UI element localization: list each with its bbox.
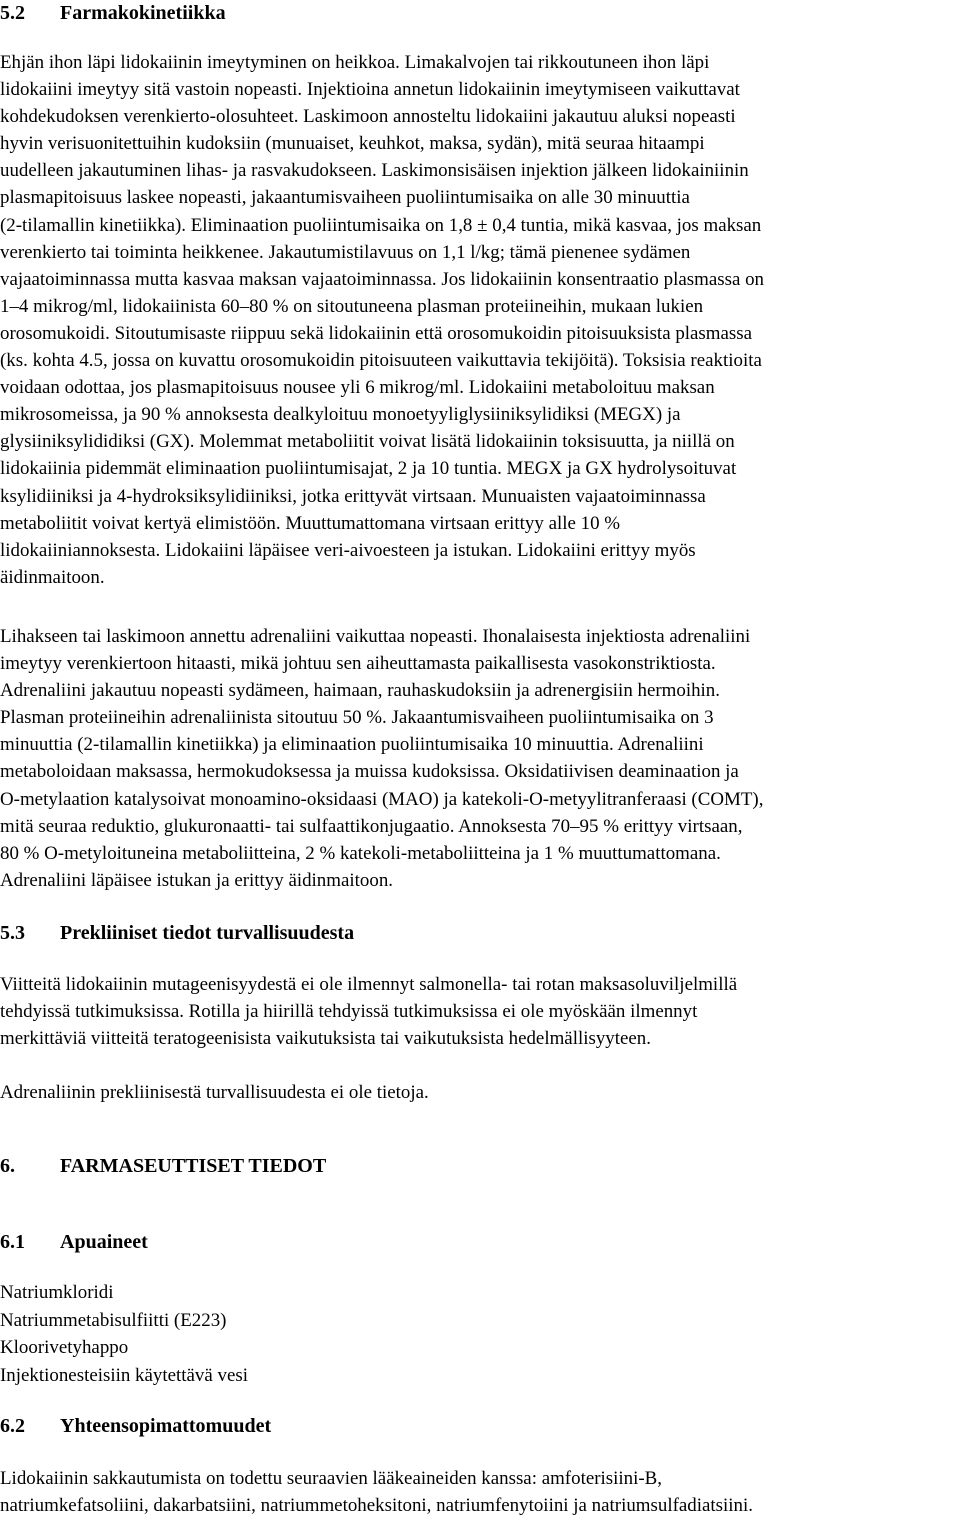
text-line: Adrenaliini läpäisee istukan ja erittyy äidinmaitoon. [0, 869, 394, 891]
text-line: O-metylaation katalysoivat monoamino-oksidaasi (MAO) ja katekoli-O-metyylitranferaasi (COMT), [0, 788, 764, 810]
text-line: glysiiniksylididiksi (GX). Molemmat metaboliitit voivat lisätä lidokaiinin toksisuutta, ja niillä on [0, 431, 735, 453]
section-number: 5.3 [0, 922, 25, 944]
paragraph-incompatibilities [0, 1465, 960, 1519]
text-line: voidaan odottaa, jos plasmapitoisuus nousee yli 6 mikrog/ml. Lidokaiini metaboloituu maksan [0, 377, 715, 399]
text-line: kohdekudoksen verenkierto-olosuhteet. Laskimoon annosteltu lidokaiini jakautuu aluksi nopeasti [0, 106, 736, 128]
paragraph-lidocaine-pharmacokinetics [0, 49, 960, 591]
paragraph-adrenaline-pharmacokinetics [0, 623, 960, 894]
excipients-list [0, 1279, 960, 1390]
text-line: lidokaiiniannoksesta. Lidokaiini läpäisee veri-aivoesteen ja istukan. Lidokaiini erittyy myös [0, 539, 696, 561]
text-line: uudelleen jakautuminen lihas- ja rasvakudokseen. Laskimonsisäisen injektion jälkeen lidokainiinin [0, 160, 749, 182]
list-item: Kloorivetyhappo [0, 1337, 129, 1359]
text-line: metaboloidaan maksassa, hermokudoksessa ja muissa kudoksissa. Oksidatiivisen deaminaation ja [0, 761, 739, 783]
text-line: Plasman proteiineihin adrenaliinista sitoutuu 50 %. Jakaantumisvaiheen puoliintumisaika on 3 [0, 707, 714, 729]
section-number: 6. [0, 1155, 15, 1177]
text-line: (2-tilamallin kinetiikka). Eliminaation puoliintumisaika on 1,8 ± 0,4 tuntia, mikä kasvaa, jos maksan [0, 214, 762, 236]
text-line: 1–4 mikrog/ml, lidokaiinista 60–80 % on sitoutuneena plasman proteiineihin, mukaan lukien [0, 295, 704, 317]
list-item: Injektionesteisiin käytettävä vesi [0, 1365, 249, 1387]
text-line: minuuttia (2-tilamallin kinetiikka) ja eliminaation puoliintumisaika 10 minuuttia. Adrenaliini [0, 734, 704, 756]
section-heading-6 [0, 1153, 326, 1180]
section-heading-6-2 [0, 1413, 271, 1440]
text-line: vajaatoiminnassa mutta kasvaa maksan vajaatoiminnassa. Jos lidokaiinin konsentraatio plasmassa on [0, 268, 764, 290]
paragraph-preclinical-lidocaine [0, 971, 960, 1052]
text-line: äidinmaitoon. [0, 566, 105, 588]
text-line: mitä seuraa reduktio, glukuronaatti- tai sulfaattikonjugaatio. Annoksesta 70–95 % erittyy virtsaan, [0, 815, 743, 837]
section-title: FARMASEUTTISET TIEDOT [60, 1155, 327, 1177]
list-item: Natriummetabisulfiitti (E223) [0, 1309, 227, 1331]
paragraph-preclinical-adrenaline [0, 1079, 960, 1106]
section-title: Farmakokinetiikka [60, 2, 226, 24]
section-heading-5-2 [0, 0, 226, 27]
text-line: Lihakseen tai laskimoon annettu adrenaliini vaikuttaa nopeasti. Ihonalaisesta injektiosta adrenaliini [0, 626, 751, 647]
text-line: Lidokaiinin sakkautumista on todettu seuraavien lääkeaineiden kanssa: amfoterisiini-B, [0, 1468, 663, 1489]
text-line: imeytyy verenkiertoon hitaasti, mikä johtuu sen aiheuttamasta paikallisesta vasokonstriktiosta. [0, 653, 716, 675]
text-line: 80 % O-metyloituneina metaboliitteina, 2 % katekoli-metaboliitteina ja 1 % muuttumattomana. [0, 842, 721, 864]
section-title: Yhteensopimattomuudet [60, 1415, 272, 1437]
text-line: lidokaiinia pidemmät eliminaation puoliintumisajat, 2 ja 10 tuntia. MEGX ja GX hydrolysoituvat [0, 458, 737, 480]
text-line: plasmapitoisuus laskee nopeasti, jakaantumisvaiheen puoliintumisaika on alle 30 minuuttia [0, 187, 690, 209]
section-number: 6.1 [0, 1231, 25, 1253]
text-line: natriumkefatsoliini, dakarbatsiini, natriummetoheksitoni, natriumfenytoiini ja natriumsulfadiatsiini. [0, 1495, 753, 1517]
text-line: Viitteitä lidokaiinin mutageenisyydestä ei ole ilmennyt salmonella- tai rotan maksasoluviljelmillä [0, 974, 738, 995]
text-line: lidokaiini imeytyy sitä vastoin nopeasti. Injektioina annetun lidokaiinin imeytymiseen vaikuttavat [0, 79, 740, 101]
text-line: Ehjän ihon läpi lidokaiinin imeytyminen on heikkoa. Limakalvojen tai rikkoutuneen ihon läpi [0, 52, 710, 73]
text-line: metaboliitit voivat kertyä elimistöön. Muuttumattomana virtsaan erittyy alle 10 % [0, 512, 621, 534]
text-line: ksylidiiniksi ja 4-hydroksiksylidiiniksi, jotka erittyvät virtsaan. Munuaisten vajaatoiminnassa [0, 485, 706, 507]
list-item: Natriumkloridi [0, 1282, 114, 1303]
section-heading-6-1 [0, 1229, 148, 1256]
text-line: mikrosomeissa, ja 90 % annoksesta dealkyloituu monoetyyliglysiiniksylidiksi (MEGX) ja [0, 404, 681, 426]
text-line: hyvin verisuonitettuihin kudoksiin (munuaiset, keuhkot, maksa, sydän), mitä seuraa hitaampi [0, 133, 705, 155]
section-number: 6.2 [0, 1415, 25, 1437]
section-title: Prekliiniset tiedot turvallisuudesta [60, 922, 355, 944]
text-line: Adrenaliini jakautuu nopeasti sydämeen, haimaan, rauhaskudoksiin ja adrenergisiin hermoihin. [0, 680, 721, 702]
text-line: orosomukoidi. Sitoutumisaste riippuu sekä lidokaiinin että orosomukoidin pitoisuuksista plasmassa [0, 322, 753, 344]
section-heading-5-3 [0, 920, 354, 947]
section-title: Apuaineet [60, 1231, 148, 1253]
section-number: 5.2 [0, 2, 25, 24]
text-line: (ks. kohta 4.5, jossa on kuvattu orosomukoidin pitoisuuteen vaikuttavia tekijöitä). Toksisia reaktioita [0, 350, 762, 372]
text-line: Adrenaliinin prekliinisestä turvallisuudesta ei ole tietoja. [0, 1082, 429, 1103]
text-line: verenkierto tai toiminta heikkenee. Jakautumistilavuus on 1,1 l/kg; tämä pienenee sydämen [0, 241, 691, 263]
text-line: merkittäviä viitteitä teratogeenisista vaikutuksista tai vaikutuksista hedelmällisyyteen. [0, 1028, 652, 1050]
text-line: tehdyissä tutkimuksissa. Rotilla ja hiirillä tehdyissä tutkimuksissa ei ole myöskään ilmennyt [0, 1001, 698, 1023]
